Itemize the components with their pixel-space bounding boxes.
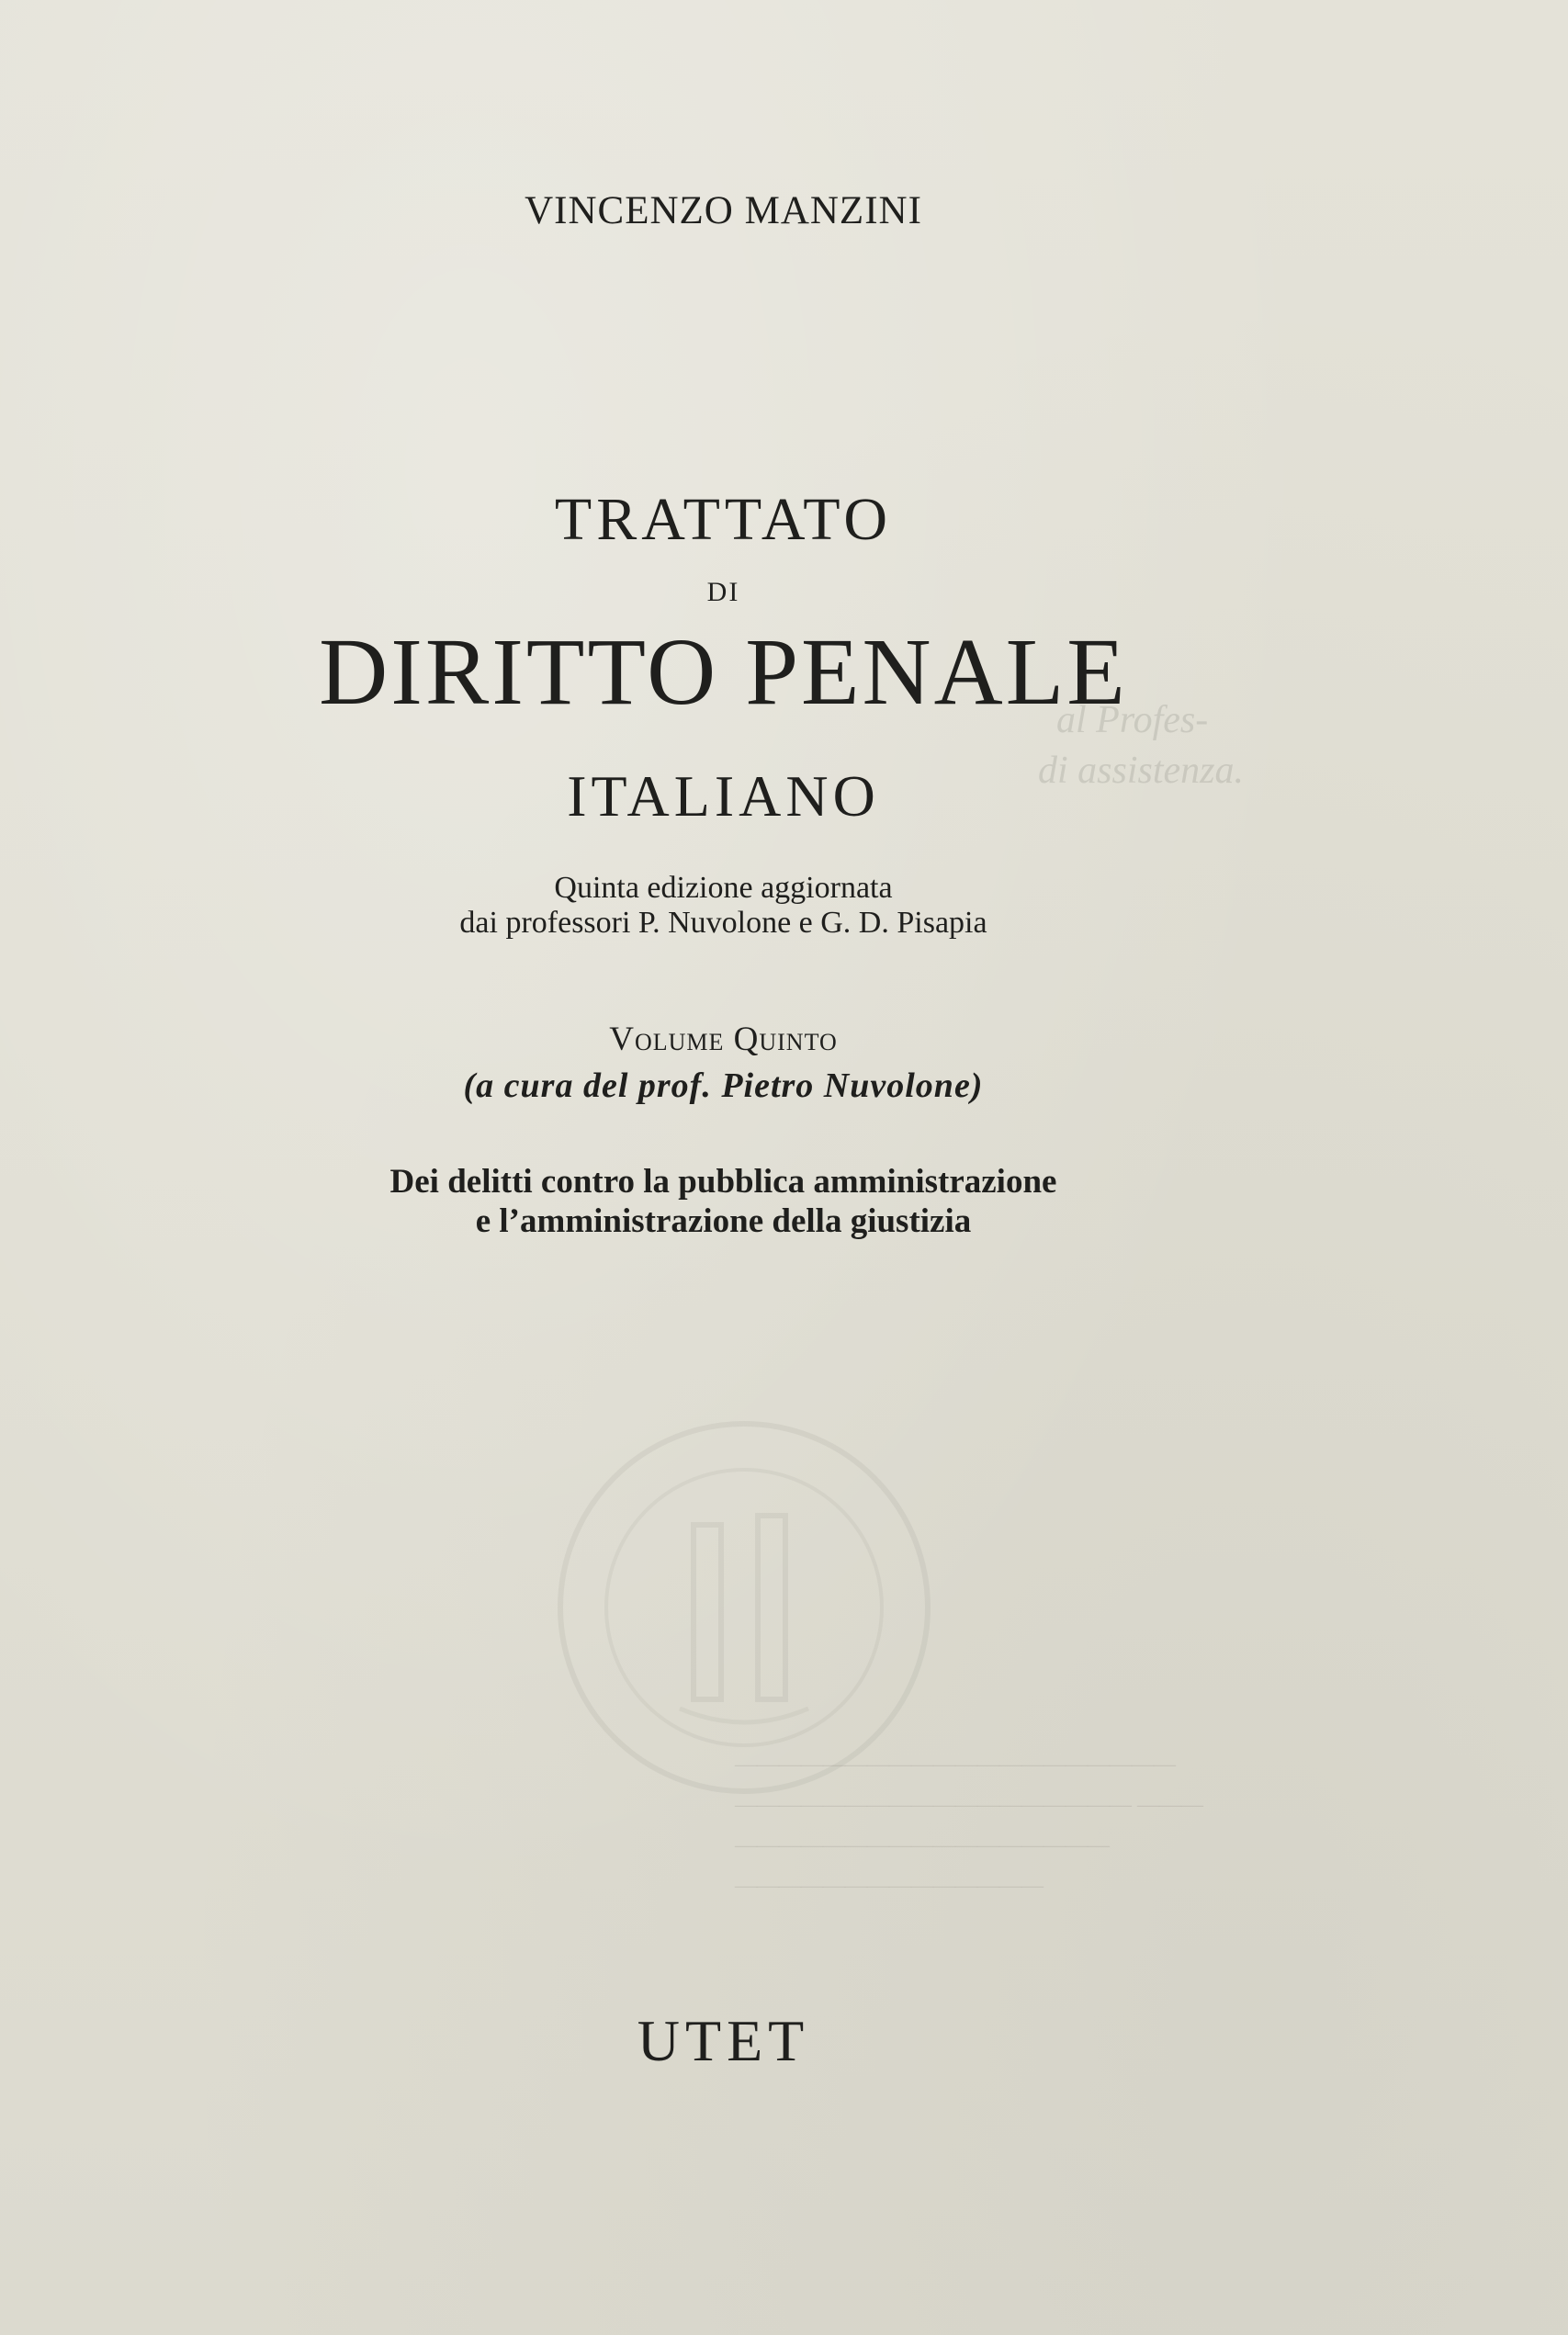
- edition-editors: dai professori P. Nuvolone e G. D. Pisapia: [459, 906, 987, 940]
- show-through-colophon: ———————————————————— —————————————————— ——— ————————————————— ——————————————: [735, 1753, 1203, 1898]
- title-line-di: DI: [706, 577, 740, 607]
- title-line-italiano: ITALIANO: [567, 763, 880, 829]
- volume-subject: Dei delitti contro la pubblica amministrazione: [389, 1163, 1057, 1201]
- volume-label: Volume Quinto: [609, 1021, 838, 1058]
- show-through-text: al Profes-: [1056, 699, 1209, 741]
- show-through-text: di assistenza.: [1038, 750, 1245, 792]
- volume-subject-continued: e l’amministrazione della giustizia: [475, 1202, 972, 1240]
- library-stamp-watermark: [542, 1405, 946, 1810]
- volume-curator: (a cura del prof. Pietro Nuvolone): [463, 1066, 984, 1105]
- title-line-trattato: TRATTATO: [554, 486, 893, 553]
- edition-note: Quinta edizione aggiornata: [554, 871, 893, 905]
- title-line-diritto-penale: DIRITTO PENALE: [319, 619, 1128, 725]
- author-name: VINCENZO MANZINI: [525, 189, 922, 232]
- publisher-name: UTET: [637, 2008, 810, 2073]
